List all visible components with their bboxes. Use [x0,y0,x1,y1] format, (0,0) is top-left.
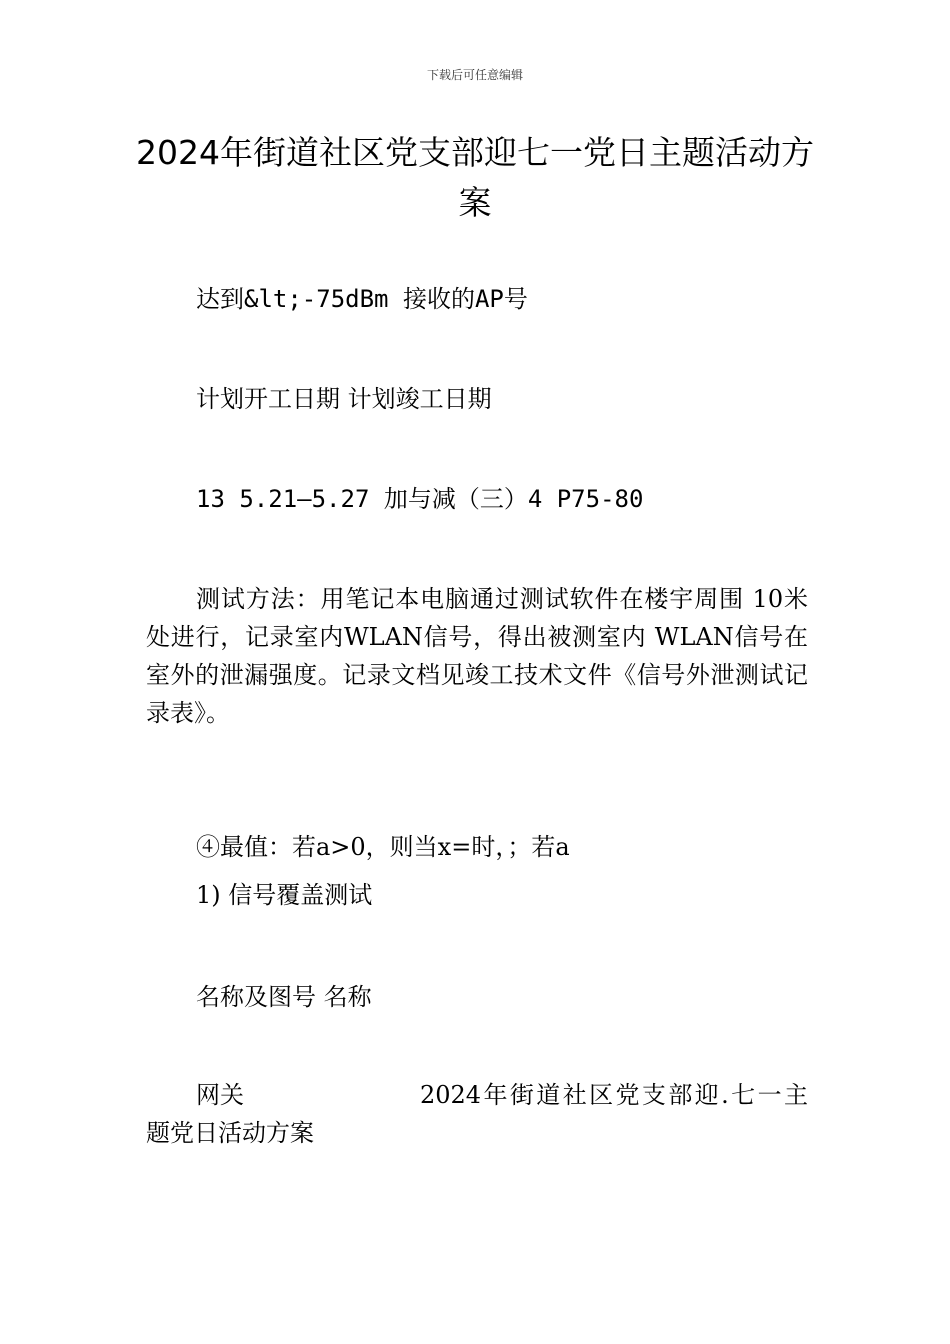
document-title: 2024年街道社区党支部迎七一党日主题活动方案 [136,133,814,222]
paragraph-ap-signal: 达到&lt;-75dBm 接收的AP号 [196,285,528,313]
page-header-note: 下载后可任意编辑 [426,68,523,82]
gateway-reference-continued: 题党日活动方案 [146,1119,314,1147]
paragraph-date-range: 13 5.21—5.27 加与减（三）4 P75-80 [196,485,644,513]
gateway-reference: 2024年街道社区党支部迎.七一主 [420,1081,808,1109]
paragraph-schedule-dates: 计划开工日期 计划竣工日期 [196,385,492,413]
paragraph-name-figure: 名称及图号 名称 [196,983,372,1011]
gateway-label: 网关 [196,1081,244,1109]
paragraph-coverage-test: 1) 信号覆盖测试 [196,881,373,909]
paragraph-test-method: 测试方法：用笔记本电脑通过测试软件在楼宇周围 10米处进行，记录室内WLAN信号，得出被测室内 WLAN信号在室外的泄漏强度。记录文档见竣工技术文件《信号外泄测试记录表》。 [146,585,808,727]
paragraph-max-value: ④最值：若a>0，则当x=时，；若a [196,833,570,861]
